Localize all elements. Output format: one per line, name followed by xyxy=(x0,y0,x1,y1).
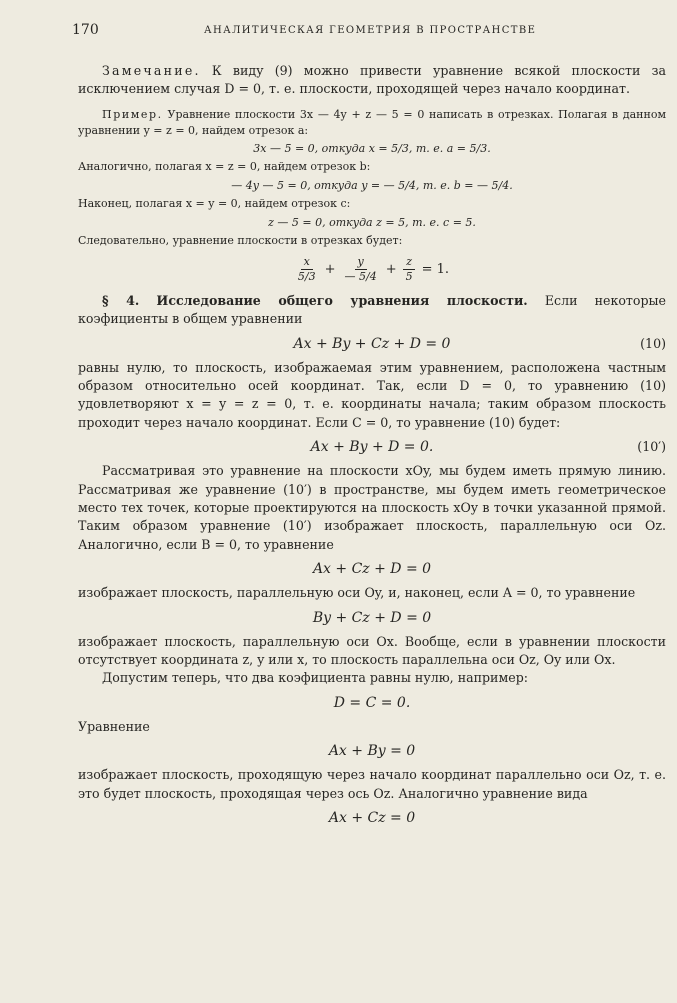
equation-10-prime xyxy=(78,432,666,462)
equation-xz: Ax + Cz + D = 0 xyxy=(312,561,432,578)
equation-rhs: = 1. xyxy=(421,261,450,277)
intercept-form-equation xyxy=(78,255,666,284)
fraction-z xyxy=(403,255,416,284)
example-text-c: Наконец, полагая x = y = 0, найдем отрезок c: xyxy=(78,197,351,211)
equation-segment-a: 3x — 5 = 0, откуда x = 5/3, т. е. a = 5/3. xyxy=(253,142,491,156)
page-header xyxy=(72,22,657,42)
plus-sign: + xyxy=(324,261,336,277)
equation-last: Ax + Cz = 0 xyxy=(328,810,416,827)
paragraph-2: Рассматривая это уравнение на плоскости xOy, мы будем иметь прямую линию. Рассматривая же уравнение (10′) в пространстве, мы будем иметь геометрическое место тех точек, которые проектируются на плоскость xOy в точки указанной прямой. Таким образом уравнение (10′) изображает плоскость, параллельную оси Oz. Аналогично, если B = 0, то уравнение xyxy=(78,463,666,552)
section-number: § 4. xyxy=(102,292,140,308)
paragraph-3: изображает плоскость, параллельную оси Oy, и, наконец, если A = 0, то уравнение xyxy=(78,585,636,601)
fraction-x-denominator: 5/3 xyxy=(297,269,316,283)
remark-paragraph xyxy=(78,62,666,99)
paragraph-4: изображает плоскость, параллельную оси Ox. Вообще, если в уравнении плоскости отсутствует координата z, y или x, то плоскость параллельна оси Oz, Oy или Ox. xyxy=(78,633,666,668)
section-title: Исследование общего уравнения плоскости. xyxy=(156,292,528,308)
equation-10-text: Ax + By + Cz + D = 0 xyxy=(293,335,451,352)
plus-sign: + xyxy=(385,261,397,277)
paragraph-7: изображает плоскость, проходящую через начало координат параллельно оси Oz, т. е. это будет плоскость, проходящая через ось Oz. Аналогично уравнение вида xyxy=(78,767,666,801)
fraction-z-numerator: z xyxy=(403,255,415,270)
section-lead: Если некоторые коэфициенты в общем уравнении xyxy=(78,292,667,327)
paragraph-6: Уравнение xyxy=(78,718,150,734)
equation-xy: Ax + By = 0 xyxy=(328,743,416,760)
paragraph-5: Допустим теперь, что два коэфициента равны нулю, например: xyxy=(102,670,528,686)
fraction-y-numerator: y xyxy=(355,255,367,270)
equation-10 xyxy=(78,329,666,359)
running-head: АНАЛИТИЧЕСКАЯ ГЕОМЕТРИЯ В ПРОСТРАНСТВЕ xyxy=(204,25,537,36)
remark-text: К виду (9) можно привести уравнение всякой плоскости за исключением случая D = 0, т. е. плоскости, проходящей через начало координат. xyxy=(78,63,666,97)
example-intro xyxy=(78,107,666,139)
example-text-b: Аналогично, полагая x = z = 0, найдем отрезок b: xyxy=(78,160,371,174)
fraction-y-denominator: — 5/4 xyxy=(344,269,377,283)
equation-segment-c: z — 5 = 0, откуда z = 5, т. е. c = 5. xyxy=(268,216,476,229)
page-number: 170 xyxy=(72,22,99,38)
paragraph-1: равны нулю, то плоскость, изображаемая этим уравнением, расположена частным образом относительно осей координат. Так, если D = 0, то уравнению (10) удовлетворяют x = y = z = 0, т. е. координаты начала; таким образом плоскость проходит через начало координат. Если C = 0, то уравнение (10) будет: xyxy=(78,359,666,430)
equation-10-prime-text: Ax + By + D = 0. xyxy=(310,439,434,456)
page-content xyxy=(78,62,666,833)
example-intro-text: Уравнение плоскости 3x — 4y + z — 5 = 0 написать в отрезках. Полагая в данном уравнении y = z = 0, найдем отрезок a: xyxy=(78,107,667,137)
example-label: Пример. xyxy=(102,107,163,121)
fraction-y xyxy=(342,255,380,284)
section-heading xyxy=(78,292,666,329)
example-conclusion: Следовательно, уравнение плоскости в отрезках будет: xyxy=(78,234,403,247)
equation-dc: D = C = 0. xyxy=(333,694,411,711)
equation-10-number: (10) xyxy=(640,335,666,351)
fraction-x xyxy=(295,255,319,284)
fraction-x-numerator: x xyxy=(301,255,313,270)
fraction-z-denominator: 5 xyxy=(405,269,413,283)
equation-10-prime-number: (10′) xyxy=(637,439,666,455)
equation-yz: By + Cz + D = 0 xyxy=(312,609,432,626)
equation-segment-b: — 4y — 5 = 0, откуда y = — 5/4, т. е. b = — 5/4. xyxy=(231,179,513,193)
remark-label: Замечание. xyxy=(102,63,201,78)
